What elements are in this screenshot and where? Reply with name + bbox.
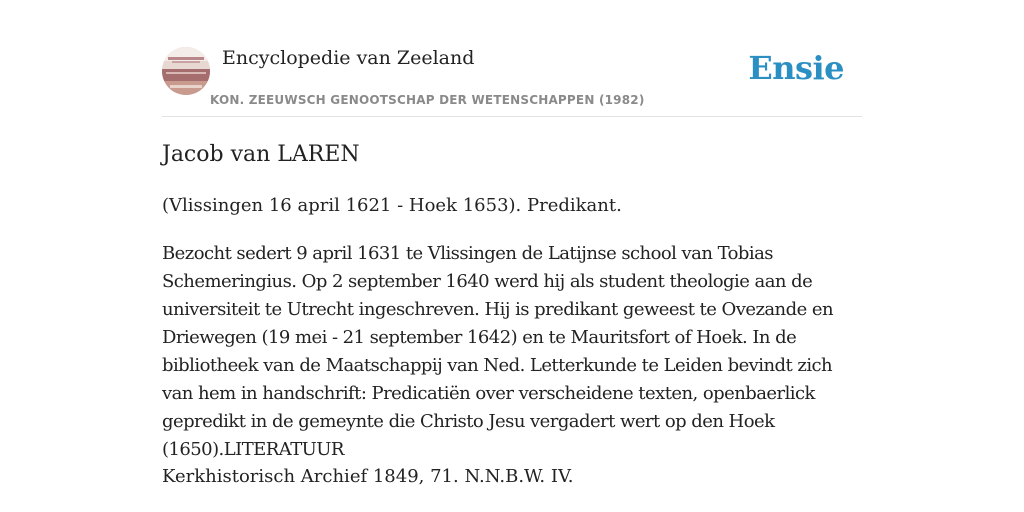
article-lead: (Vlissingen 16 april 1621 - Hoek 1653). Predikant. xyxy=(162,195,622,216)
book-cover-icon[interactable] xyxy=(162,47,210,95)
article-title: Jacob van LAREN xyxy=(162,142,360,167)
brand-logo[interactable]: Ensie xyxy=(748,49,844,87)
publisher-label: KON. ZEEUWSCH GENOOTSCHAP DER WETENSCHAPPEN (1982) xyxy=(210,93,645,107)
source-header xyxy=(162,44,862,117)
literature-reference: Kerkhistorisch Archief 1849, 71. N.N.B.W. IV. xyxy=(162,466,574,487)
article-body: Bezocht sedert 9 april 1631 te Vlissingen de Latijnse school van Tobias Schemeringius. Op 2 september 1640 werd hij als student theologie aan de universiteit te Utrecht ingeschreven. Hij is predikant geweest te Ovezande en Driewegen (19 mei - 21 september 1642) en te Mauritsfort of Hoek. In de bibliotheek van de Maatschappij van Ned. Letterkunde te Leiden bevindt zich van hem in handschrift: Predicatiën over verscheidene texten, openbaerlick gepredikt in de gemeynte die Christo Jesu vergadert wert op den Hoek (1650).LITERATUUR xyxy=(162,243,833,460)
encyclopedia-title[interactable]: Encyclopedie van Zeeland xyxy=(222,47,475,69)
